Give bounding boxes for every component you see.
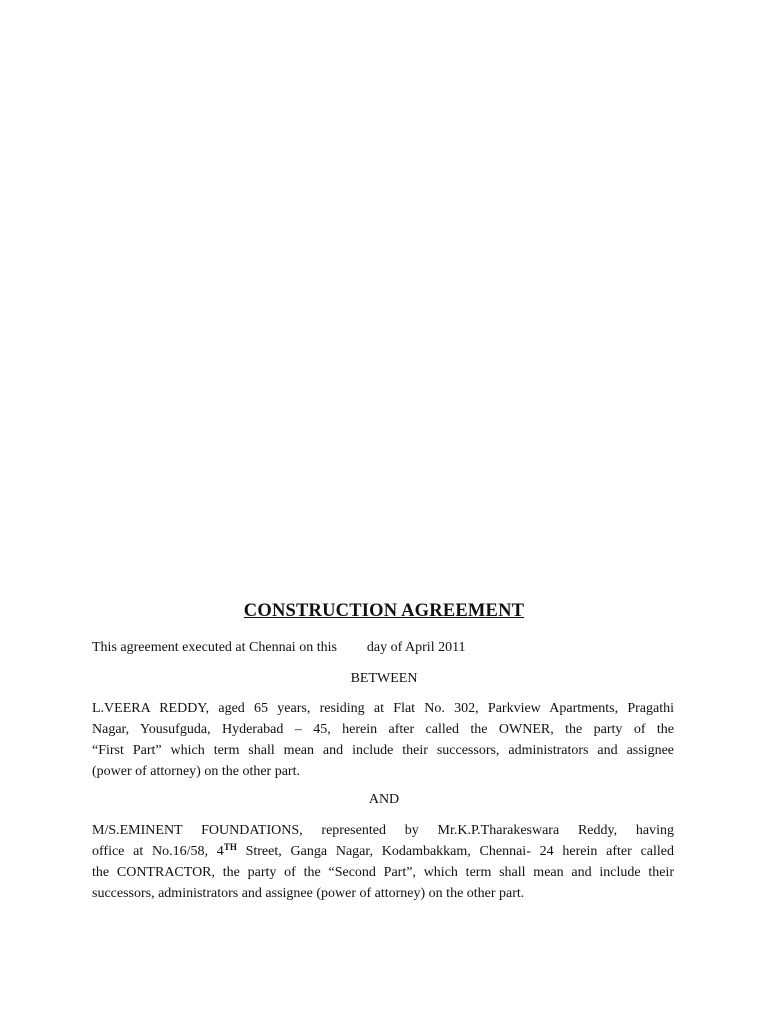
owner-line-1: L.VEERA REDDY, aged 65 years, residing at Flat No. 302, Parkview Apartments, Pragathi bbox=[92, 701, 674, 716]
contractor-line-2-a: office at No.16/58, 4 bbox=[92, 844, 224, 859]
owner-line-4: (power of attorney) on the other part. bbox=[92, 764, 300, 779]
contractor-line-3: the CONTRACTOR, the party of the “Second Part”, which term shall mean and include their bbox=[92, 865, 674, 880]
contractor-line-2 bbox=[92, 841, 674, 862]
document-title: CONSTRUCTION AGREEMENT bbox=[243, 601, 525, 621]
and-heading: AND bbox=[368, 792, 400, 807]
between-heading: BETWEEN bbox=[350, 671, 418, 686]
contractor-line-1: M/S.EMINENT FOUNDATIONS, represented by Mr.K.P.Tharakeswara Reddy, having bbox=[92, 823, 674, 838]
contractor-paragraph bbox=[92, 820, 674, 904]
owner-line-2: Nagar, Yousufguda, Hyderabad – 45, herein after called the OWNER, the party of the bbox=[92, 722, 674, 737]
owner-paragraph bbox=[92, 698, 674, 782]
intro-text-after: day of April 2011 bbox=[366, 640, 466, 655]
contractor-line-4: successors, administrators and assignee (power of attorney) on the other part. bbox=[92, 886, 525, 901]
owner-line-3: “First Part” which term shall mean and include their successors, administrators and assignee bbox=[92, 743, 674, 758]
intro-text-before: This agreement executed at Chennai on this bbox=[92, 640, 337, 655]
ordinal-superscript: TH bbox=[223, 842, 237, 852]
contractor-line-2-b: Street, Ganga Nagar, Kodambakkam, Chennai- 24 herein after called bbox=[236, 844, 674, 859]
intro-line bbox=[92, 637, 466, 658]
